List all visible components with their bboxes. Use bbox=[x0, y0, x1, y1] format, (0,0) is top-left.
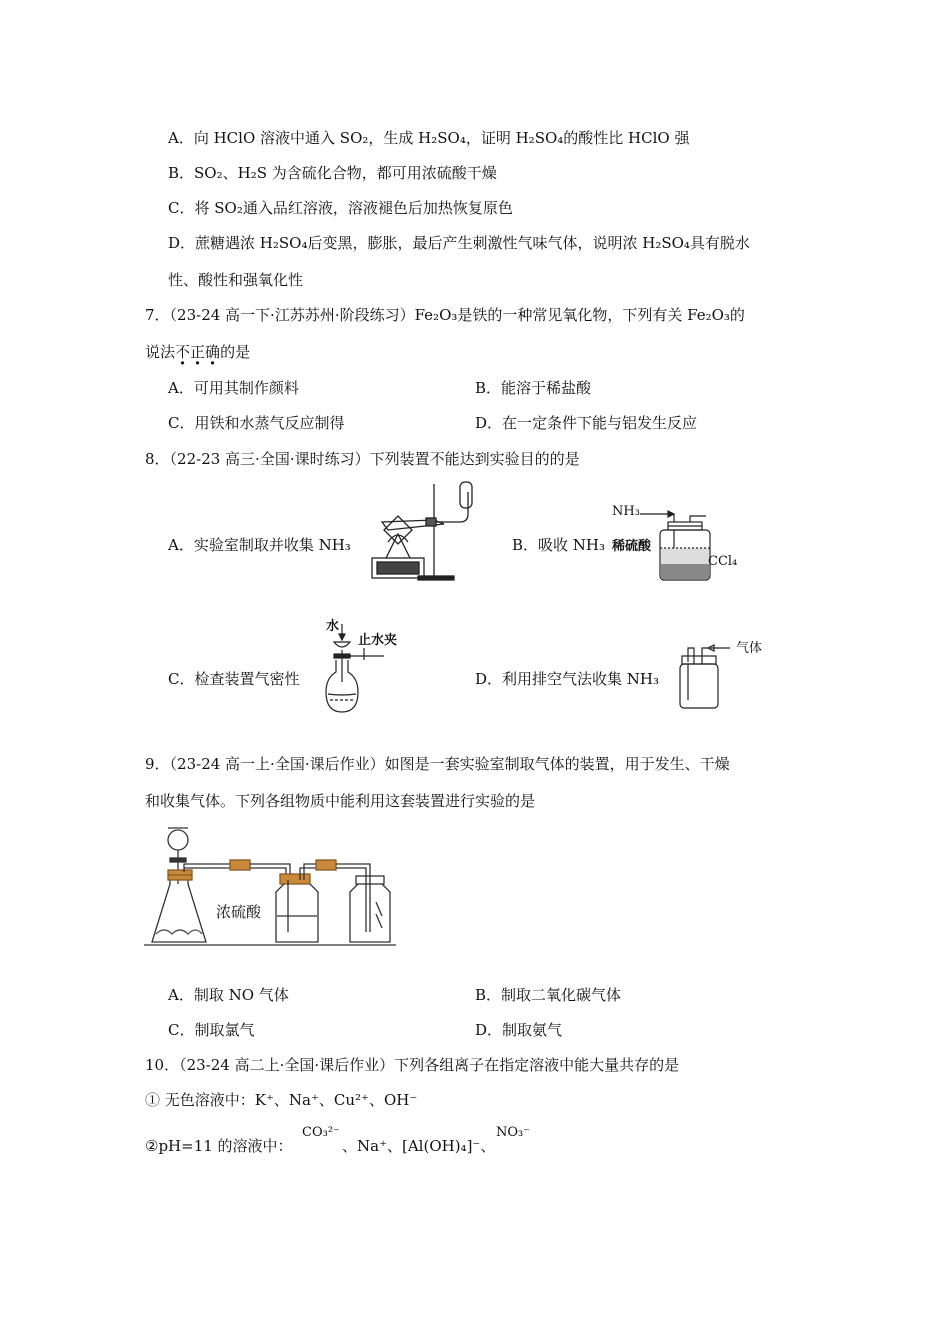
apparatus-a-figure bbox=[368, 478, 488, 582]
q6-option-d-line2: 性、酸性和强氧化性 bbox=[168, 271, 304, 289]
carbonate-ion: CO₃²⁻ bbox=[302, 1125, 340, 1140]
label-water-clip: 止水夹 bbox=[358, 633, 398, 648]
label-ccl4: CCl₄ bbox=[708, 554, 738, 569]
q8-option-c: C．检查装置气密性 bbox=[168, 670, 300, 688]
q9-stem-line1: 9．（23-24 高一上·全国·课后作业）如图是一套实验室制取气体的装置，用于发生、干燥 bbox=[145, 755, 730, 773]
emphasis-dot-char: 正 bbox=[190, 343, 206, 361]
q8-option-d: D．利用排空气法收集 NH₃ bbox=[475, 670, 660, 688]
emphasis-dot-char: 不 bbox=[175, 343, 191, 361]
q7-option-c: C．用铁和水蒸气反应制得 bbox=[168, 414, 345, 432]
q9-option-d: D．制取氨气 bbox=[475, 1021, 563, 1039]
q6-option-b: B．SO₂、H₂S 为含硫化合物，都可用浓硫酸干燥 bbox=[168, 164, 497, 182]
q8-stem: 8．（22-23 高三·全国·课时练习）下列装置不能达到实验目的的是 bbox=[145, 450, 580, 468]
q9-option-b: B．制取二氧化碳气体 bbox=[475, 986, 622, 1004]
q7-stem-line1: 7．（23-24 高一下·江苏苏州·阶段练习）Fe₂O₃是铁的一种常见氧化物，下列有关 Fe₂O₃的 bbox=[145, 306, 745, 324]
q9-option-c: C．制取氯气 bbox=[168, 1021, 255, 1039]
q10-item-1: ① 无色溶液中：K⁺、Na⁺、Cu²⁺、OH⁻ bbox=[145, 1091, 418, 1109]
q6-option-a: A．向 HClO 溶液中通入 SO₂，生成 H₂SO₄，证明 H₂SO₄的酸性比 HClO 强 bbox=[168, 129, 690, 147]
apparatus-d-figure bbox=[674, 638, 742, 712]
q6-option-c: C．将 SO₂通入品红溶液，溶液褪色后加热恢复原色 bbox=[168, 199, 513, 217]
q10-stem: 10．（23-24 高二上·全国·课后作业）下列各组离子在指定溶液中能大量共存的是 bbox=[145, 1056, 680, 1074]
apparatus-q9-figure bbox=[140, 820, 402, 950]
label-gas: 气体 bbox=[736, 641, 763, 656]
q10-item-2-ions: 、Na⁺、[Al(OH)₄]⁻、 bbox=[342, 1137, 496, 1155]
label-water: 水 bbox=[326, 619, 340, 634]
nitrate-ion: NO₃⁻ bbox=[496, 1125, 531, 1140]
emphasis-dot-char: 确 bbox=[205, 343, 221, 361]
label-nh3: NH₃ bbox=[612, 504, 640, 519]
q6-option-d-line1: D．蔗糖遇浓 H₂SO₄后变黑，膨胀，最后产生刺激性气味气体，说明浓 H₂SO₄具有脱水 bbox=[168, 234, 750, 252]
q7-option-a: A．可用其制作颜料 bbox=[168, 379, 299, 397]
q8-option-b: B．吸收 NH₃ bbox=[512, 536, 606, 554]
label-dilute-sulfuric-acid: 稀硫酸 bbox=[612, 539, 652, 554]
q10-item-2-prefix: ②pH=11 的溶液中： bbox=[145, 1137, 293, 1155]
q9-option-a: A．制取 NO 气体 bbox=[168, 986, 289, 1004]
q9-stem-line2: 和收集气体。下列各组物质中能利用这套装置进行实验的是 bbox=[145, 792, 536, 810]
q7-stem-line2: 说法不正确的是 bbox=[145, 343, 251, 361]
q7-option-b: B．能溶于稀盐酸 bbox=[475, 379, 592, 397]
label-concentrated-sulfuric-acid: 浓硫酸 bbox=[216, 903, 262, 921]
q7-option-d: D．在一定条件下能与铝发生反应 bbox=[475, 414, 698, 432]
q8-option-a: A．实验室制取并收集 NH₃ bbox=[168, 536, 351, 554]
